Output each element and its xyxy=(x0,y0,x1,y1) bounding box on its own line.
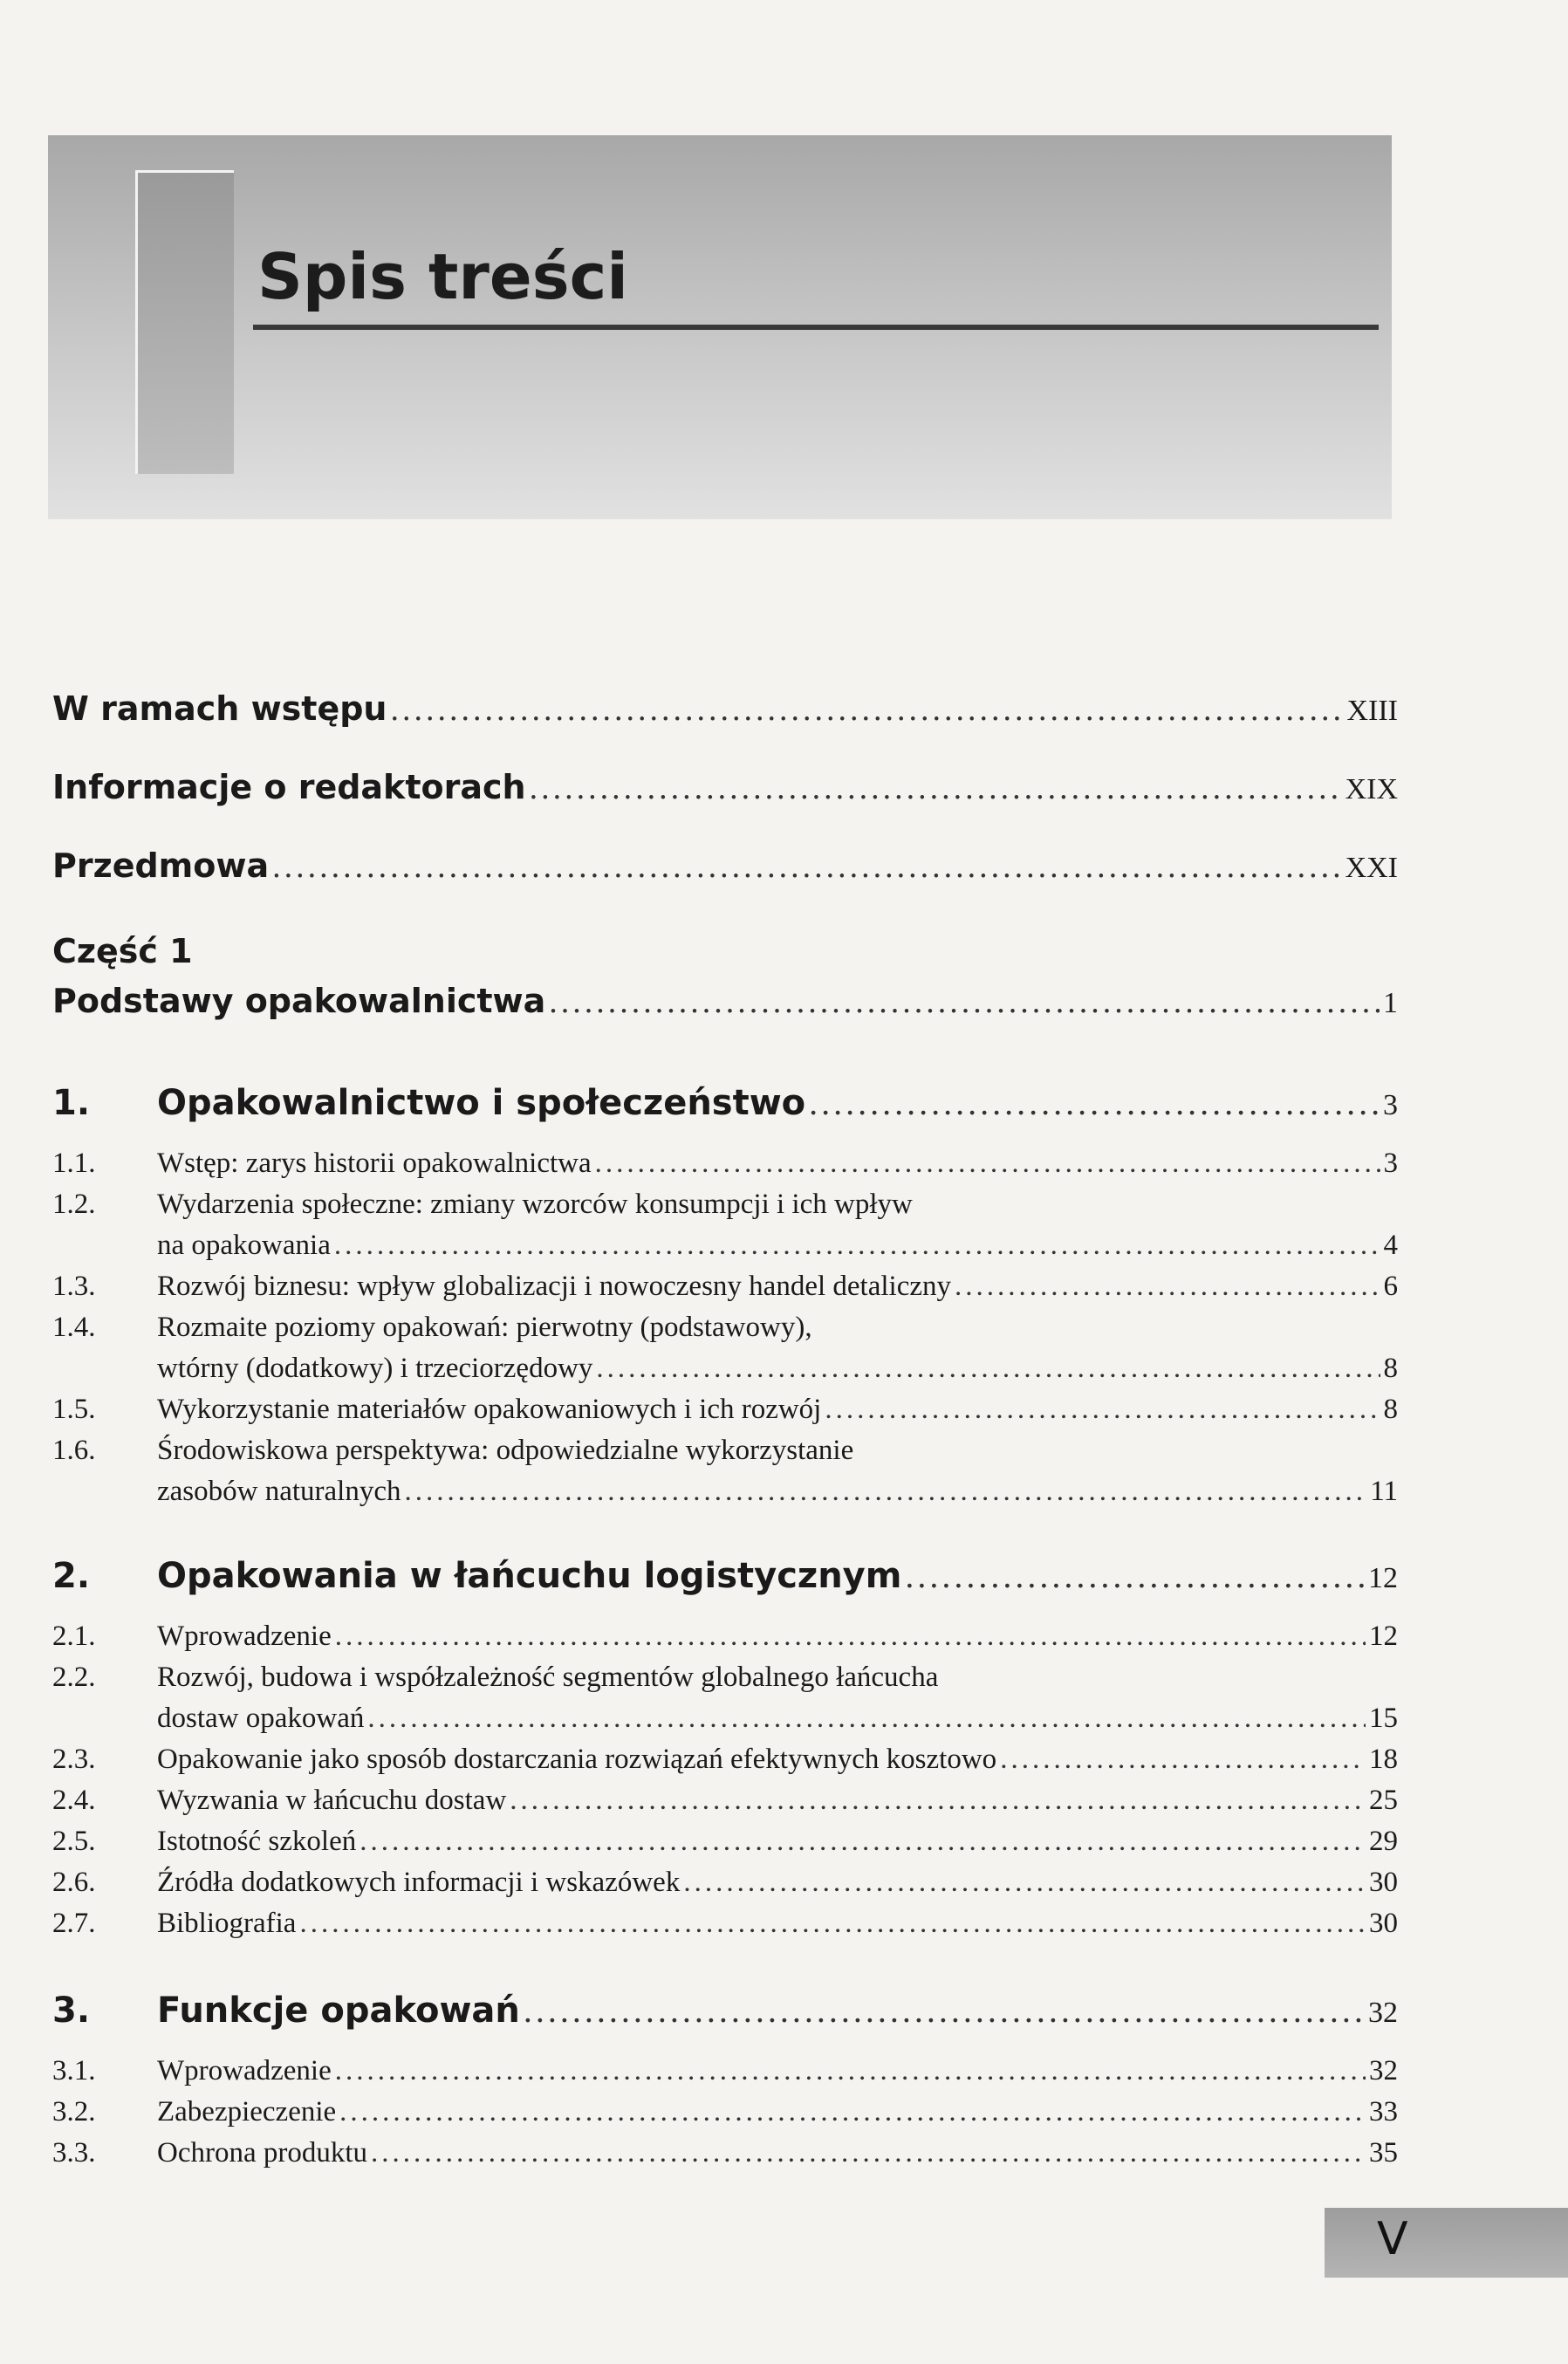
section-title: Wyzwania w łańcuchu dostaw xyxy=(157,1785,507,1816)
toc-entry-page: 3 xyxy=(1383,1148,1398,1179)
section-number: 1.3. xyxy=(52,1271,96,1302)
section-number: 1.4. xyxy=(52,1312,96,1343)
toc-entry-section[interactable] xyxy=(52,1867,1398,1899)
toc-entry-page: XIX xyxy=(1345,773,1398,805)
leader-dots xyxy=(391,690,1344,729)
section-number: 3.3. xyxy=(52,2137,96,2169)
leader-dots xyxy=(596,1353,1380,1385)
section-title-cont: na opakowania xyxy=(157,1230,331,1261)
chapter-number: 3. xyxy=(52,1991,91,2031)
section-number: 1.2. xyxy=(52,1189,96,1220)
toc-entry-page: XIII xyxy=(1346,695,1398,727)
section-number: 2.7. xyxy=(52,1908,96,1939)
section-title: Ochrona produktu xyxy=(157,2137,368,2169)
leader-dots xyxy=(371,2137,1366,2169)
toc-entry-section-cont[interactable] xyxy=(52,1476,1398,1508)
section-title: Bibliografia xyxy=(157,1908,297,1939)
toc-entry-page: 15 xyxy=(1369,1703,1398,1734)
toc-entry-page: 32 xyxy=(1368,1997,1398,2029)
page-title: Spis treści xyxy=(257,240,628,313)
toc-entry-front[interactable] xyxy=(52,768,1398,807)
page-folio xyxy=(1325,2208,1568,2278)
toc-entry-section[interactable] xyxy=(52,1785,1398,1817)
toc-entry-page: 30 xyxy=(1369,1867,1398,1898)
toc-entry-page: 8 xyxy=(1383,1394,1398,1425)
leader-dots xyxy=(510,1785,1366,1817)
toc-entry-page: 35 xyxy=(1369,2137,1398,2169)
section-number: 1.6. xyxy=(52,1435,96,1466)
chapter-title: Funkcje opakowań xyxy=(157,1991,520,2031)
toc-entry-label: W ramach wstępu xyxy=(52,689,387,728)
toc-entry-page: 3 xyxy=(1383,1089,1398,1121)
leader-dots xyxy=(339,2096,1366,2128)
section-number: 2.6. xyxy=(52,1867,96,1898)
section-title: Istotność szkoleń xyxy=(157,1826,357,1857)
toc-entry-section[interactable] xyxy=(52,2055,1398,2087)
section-number: 2.1. xyxy=(52,1621,96,1652)
leader-dots xyxy=(334,1230,1380,1262)
leader-dots xyxy=(367,1703,1366,1735)
section-title: Opakowanie jako sposób dostarczania rozwiązań efektywnych kosztowo xyxy=(157,1744,997,1775)
toc-entry-chapter[interactable] xyxy=(52,1990,1398,2031)
leader-dots xyxy=(683,1867,1366,1899)
toc-entry-page: 33 xyxy=(1369,2096,1398,2128)
toc-entry-chapter[interactable] xyxy=(52,1555,1398,1596)
section-title: Źródła dodatkowych informacji i wskazówek xyxy=(157,1867,681,1898)
toc-entry-section[interactable] xyxy=(52,1189,1398,1221)
toc-entry-section[interactable] xyxy=(52,1148,1398,1180)
toc-entry-section-cont[interactable] xyxy=(52,1353,1398,1385)
section-title: Wykorzystanie materiałów opakowaniowych i ich rozwój xyxy=(157,1394,822,1425)
toc-entry-page: 30 xyxy=(1369,1908,1398,1939)
section-title: Rozmaite poziomy opakowań: pierwotny (podstawowy), xyxy=(157,1312,812,1343)
section-title-cont: zasobów naturalnych xyxy=(157,1476,401,1507)
section-title: Wstęp: zarys historii opakowalnictwa xyxy=(157,1148,592,1179)
toc-entry-page: 12 xyxy=(1368,1562,1398,1594)
leader-dots xyxy=(905,1555,1365,1596)
part-title: Podstawy opakowalnictwa xyxy=(52,982,546,1020)
toc-entry-front[interactable] xyxy=(52,689,1398,729)
leader-dots xyxy=(405,1476,1367,1508)
toc-entry-page: 25 xyxy=(1369,1785,1398,1816)
section-title: Zabezpieczenie xyxy=(157,2096,337,2128)
toc-entry-section[interactable] xyxy=(52,1744,1398,1776)
toc-entry-page: 1 xyxy=(1383,987,1398,1019)
toc-entry-section[interactable] xyxy=(52,1908,1398,1940)
toc-entry-page: 6 xyxy=(1383,1271,1398,1302)
leader-dots xyxy=(335,1621,1366,1653)
toc-entry-page: XXI xyxy=(1345,852,1398,884)
section-title: Środowiskowa perspektywa: odpowiedzialne wykorzystanie xyxy=(157,1435,854,1466)
chapter-number: 2. xyxy=(52,1556,91,1596)
section-number: 1.5. xyxy=(52,1394,96,1425)
toc-entry-page: 29 xyxy=(1369,1826,1398,1857)
toc-entry-section[interactable] xyxy=(52,1621,1398,1653)
leader-dots xyxy=(272,847,1341,886)
toc-entry-part[interactable] xyxy=(52,982,1398,1021)
leader-dots xyxy=(595,1148,1380,1180)
section-number: 3.2. xyxy=(52,2096,96,2128)
section-title: Wprowadzenie xyxy=(157,1621,332,1652)
toc-entry-page: 32 xyxy=(1369,2055,1398,2086)
toc-entry-front[interactable] xyxy=(52,846,1398,886)
toc-entry-label: Informacje o redaktorach xyxy=(52,768,526,806)
leader-dots xyxy=(549,983,1380,1021)
chapter-number: 1. xyxy=(52,1083,91,1123)
chapter-title: Opakowalnictwo i społeczeństwo xyxy=(157,1083,806,1123)
toc-entry-page: 4 xyxy=(1383,1230,1398,1261)
leader-dots xyxy=(335,2055,1366,2087)
toc-entry-label: Przedmowa xyxy=(52,846,270,885)
page-number: V xyxy=(1377,2213,1408,2265)
section-number: 3.1. xyxy=(52,2055,96,2086)
toc-entry-section[interactable] xyxy=(52,1271,1398,1303)
section-title-cont: dostaw opakowań xyxy=(157,1703,365,1734)
section-number: 2.3. xyxy=(52,1744,96,1775)
toc-entry-page: 12 xyxy=(1369,1621,1398,1652)
toc-entry-section[interactable] xyxy=(52,2096,1398,2128)
leader-dots xyxy=(530,769,1342,807)
toc-entry-section[interactable] xyxy=(52,1312,1398,1344)
section-number: 2.2. xyxy=(52,1662,96,1693)
section-title: Wprowadzenie xyxy=(157,2055,332,2086)
leader-dots xyxy=(825,1394,1380,1426)
part-label: Część 1 xyxy=(52,932,193,970)
section-number: 2.5. xyxy=(52,1826,96,1857)
toc-entry-page: 18 xyxy=(1369,1744,1398,1775)
section-title: Rozwój biznesu: wpływ globalizacji i nowoczesny handel detaliczny xyxy=(157,1271,951,1302)
toc-entry-section[interactable] xyxy=(52,2137,1398,2169)
section-number: 2.4. xyxy=(52,1785,96,1816)
toc-entry-section[interactable] xyxy=(52,1394,1398,1426)
leader-dots xyxy=(1000,1744,1366,1776)
leader-dots xyxy=(299,1908,1366,1940)
leader-dots xyxy=(955,1271,1380,1303)
toc-entry-section-cont[interactable] xyxy=(52,1230,1398,1262)
leader-dots xyxy=(359,1826,1366,1858)
section-number: 1.1. xyxy=(52,1148,96,1179)
header-accent-box xyxy=(135,170,234,474)
leader-dots xyxy=(809,1082,1380,1123)
section-title: Rozwój, budowa i współzależność segmentów globalnego łańcucha xyxy=(157,1662,939,1693)
chapter-title: Opakowania w łańcuchu logistycznym xyxy=(157,1556,902,1596)
title-rule xyxy=(253,325,1379,330)
section-title-cont: wtórny (dodatkowy) i trzeciorzędowy xyxy=(157,1353,593,1384)
section-title: Wydarzenia społeczne: zmiany wzorców konsumpcji i ich wpływ xyxy=(157,1189,913,1220)
toc-entry-section-cont[interactable] xyxy=(52,1703,1398,1735)
toc-entry-page: 11 xyxy=(1370,1476,1398,1507)
toc-entry-chapter[interactable] xyxy=(52,1082,1398,1123)
toc-entry-section[interactable] xyxy=(52,1662,1398,1694)
toc-entry-section[interactable] xyxy=(52,1826,1398,1858)
toc-entry-section[interactable] xyxy=(52,1435,1398,1467)
leader-dots xyxy=(524,1990,1365,2031)
toc-entry-page: 8 xyxy=(1383,1353,1398,1384)
